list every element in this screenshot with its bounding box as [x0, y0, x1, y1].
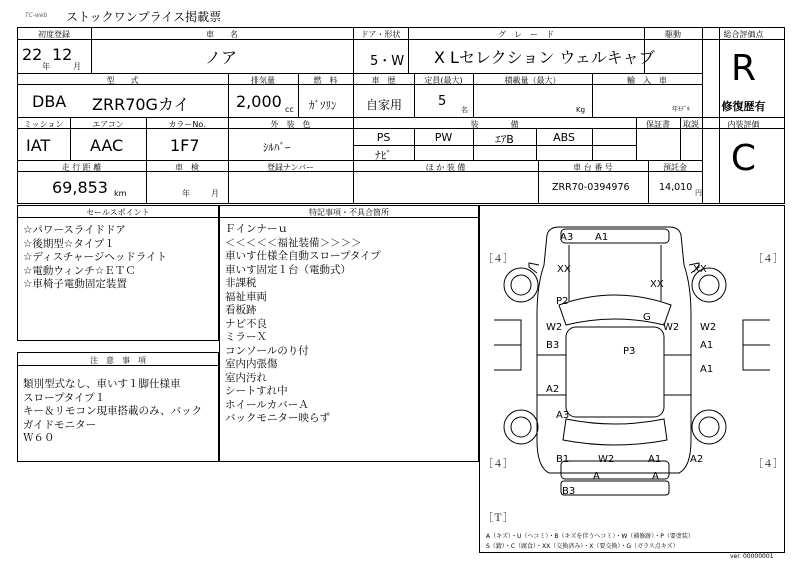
reserve-unit: 円	[695, 189, 702, 197]
label-color-no: カラーNo.	[168, 120, 206, 129]
damage-mark: G	[643, 312, 651, 323]
special-note-item: 車いす仕様全自動スロープタイプ	[225, 250, 381, 262]
mileage-unit: km	[114, 189, 127, 198]
label-interior-grade: 内装評価	[727, 120, 760, 129]
caution-item: キー＆リモコン現車搭載のみ、バック	[23, 405, 203, 417]
fuel: ｶﾞｿﾘﾝ	[309, 99, 337, 112]
label-chassis: 車 台 番 号	[573, 163, 613, 172]
special-note-item: ナビ不良	[225, 317, 267, 330]
special-note-item: 看板跡	[225, 304, 257, 316]
door-type: 5・W	[370, 54, 405, 69]
capacity-unit: 名	[461, 106, 468, 114]
mileage: 69,853	[52, 178, 108, 197]
exterior-color: ｼﾙﾊﾞｰ	[263, 141, 291, 154]
caution-item: スロープタイプ１	[23, 391, 106, 404]
insp-year-unit: 年	[182, 189, 190, 198]
panel-bracket: ［Ｔ］	[483, 513, 513, 524]
label-displacement: 排気量	[251, 76, 275, 85]
grade: X Lセレクション ウェルキャブ	[434, 48, 655, 67]
reg-month: 12	[52, 45, 73, 64]
label-warranty: 保証書	[646, 120, 670, 129]
special-note-item: 福祉車両	[225, 290, 267, 303]
damage-mark: W2	[546, 322, 563, 333]
label-grade: グ レ ー ド	[498, 30, 554, 39]
label-selling-points: セールスポイント	[86, 208, 150, 217]
damage-mark: A	[652, 471, 659, 482]
label-history: 車 歴	[371, 76, 396, 85]
legend-line-1: A（キズ）・U（ヘコミ）・B（キズを伴うヘコミ）・W（補修跡）・P（要塗装）	[486, 533, 694, 540]
damage-mark: W2	[663, 322, 680, 333]
import-unit: 年ﾓﾃﾞﾙ	[672, 106, 691, 113]
special-note-item: バックモニター映らず	[225, 412, 330, 424]
equip-navi: ﾅﾋﾞ	[375, 149, 392, 162]
reserve: 14,010	[659, 182, 693, 193]
load-unit: Kg	[576, 106, 586, 114]
selling-point-item: ☆パワースライドドア	[23, 224, 126, 236]
damage-mark: XX	[557, 264, 571, 275]
label-fuel: 燃 料	[313, 76, 338, 85]
special-note-item: 室内内張傷	[225, 358, 278, 370]
label-reserve: 預託金	[663, 163, 687, 172]
damage-mark: A1	[648, 454, 662, 465]
damage-mark: P3	[623, 346, 636, 357]
label-mission: ミッション	[23, 120, 64, 129]
damage-mark: A1	[700, 340, 714, 351]
damage-mark: XX	[693, 264, 707, 275]
legend-line-2: S（錆）・C（腐食）・XX（交換済み）・X（要交換）・G（ガラス点キズ）	[486, 543, 679, 550]
reg-year: 22	[22, 45, 43, 64]
aircon: AAC	[90, 136, 124, 155]
special-note-item: 車いす固定１台（電動式）	[225, 263, 351, 276]
equip-airbag: ｴｱB	[495, 133, 514, 146]
model-prefix: DBA	[32, 92, 67, 111]
damage-mark: B3	[546, 340, 560, 351]
special-note-item: 非課税	[225, 277, 257, 289]
special-note-item: シートすれ中	[225, 385, 288, 397]
special-note-item: 室内汚れ	[225, 371, 267, 384]
damage-mark: XX	[650, 279, 664, 290]
damage-mark: A2	[690, 454, 704, 465]
label-inspection: 車 検	[175, 163, 199, 172]
displacement: 2,000	[236, 92, 282, 111]
damage-mark: W2	[598, 454, 615, 465]
page-title: ストックワンプライス掲載票	[66, 10, 222, 24]
label-equipment: 装 備	[470, 120, 519, 129]
damage-mark: A1	[700, 364, 714, 375]
overall-grade: R	[730, 48, 756, 89]
caution-item: ガイドモニター	[23, 418, 97, 431]
label-load: 積載量（最大）	[504, 76, 561, 85]
label-mileage: 走 行 距 離	[61, 163, 102, 172]
damage-mark: P2	[556, 296, 569, 307]
overall-grade-sub: 修復歴有	[721, 100, 766, 113]
interior-grade: C	[730, 138, 757, 179]
panel-bracket: ［４］	[753, 459, 783, 470]
special-note-item: ミラーＸ	[225, 331, 267, 343]
label-model: 型 式	[106, 76, 139, 85]
special-note-item: ＜＜＜＜＜福祉装備＞＞＞＞	[225, 236, 362, 249]
label-overall-grade: 総合評価点	[723, 30, 764, 39]
capacity: 5	[438, 94, 447, 109]
label-aircon: エアコン	[92, 120, 124, 129]
label-capacity: 定員(最大)	[424, 76, 463, 85]
label-import: 輸 入 車	[627, 76, 667, 85]
special-note-item: ホイールカバーＡ	[225, 398, 309, 411]
damage-mark: A3	[560, 232, 574, 243]
mission: IAT	[26, 136, 51, 155]
damage-mark: A2	[546, 384, 560, 395]
model: ZRR70Gカイ	[92, 95, 190, 114]
equip-ps: PS	[376, 131, 391, 144]
label-manual: 取説	[683, 120, 699, 129]
logo: TC-web	[25, 12, 48, 19]
special-note-item: コンソールのり付	[225, 344, 309, 357]
version: ver. 00000001	[730, 553, 774, 560]
car-diagram	[479, 205, 785, 553]
label-special-notes: 特記事項・不具合箇所	[309, 208, 389, 217]
label-door: ドア・形状	[360, 30, 401, 39]
label-car-name: 車 名	[206, 30, 238, 39]
chassis-number: ZRR70-0394976	[552, 182, 630, 193]
insp-month-unit: 月	[211, 189, 219, 198]
panel-bracket: ［４］	[483, 254, 513, 265]
equip-pw: PW	[434, 131, 453, 144]
reg-month-unit: 月	[73, 62, 81, 71]
damage-mark: B1	[556, 454, 570, 465]
panel-bracket: ［４］	[753, 254, 783, 265]
label-other-equip: ほ か 装 備	[425, 163, 466, 172]
damage-mark: W2	[700, 322, 717, 333]
label-reg-plate: 登録ナンバー	[266, 163, 315, 172]
usage: 自家用	[366, 98, 403, 112]
selling-point-item: ☆車椅子電動固定装置	[23, 278, 127, 290]
damage-mark: B3	[562, 486, 576, 497]
selling-point-item: ☆ディスチャージヘッドライト	[23, 251, 168, 263]
reg-year-unit: 年	[42, 62, 50, 71]
label-first-reg: 初度登録	[38, 30, 70, 39]
label-cautions: 注 意 事 項	[90, 356, 146, 365]
equip-abs: ABS	[553, 131, 575, 144]
selling-point-item: ☆後期型☆タイプ１	[23, 237, 115, 250]
displacement-unit: cc	[285, 105, 294, 114]
car-name: ノア	[205, 48, 238, 67]
label-exterior: 外 装 色	[270, 120, 311, 129]
caution-item: Ｗ６０	[23, 432, 55, 444]
label-drive: 駆動	[665, 30, 681, 39]
panel-bracket: ［４］	[483, 459, 513, 470]
selling-point-item: ☆電動ウィンチ☆ＥＴＣ	[23, 264, 136, 277]
damage-mark: A	[593, 471, 600, 482]
damage-mark: A3	[556, 410, 570, 421]
special-note-item: Ｆインナーｕ	[225, 223, 288, 235]
damage-mark: A1	[595, 232, 609, 243]
color-no: 1F7	[170, 136, 200, 155]
caution-item: 類別型式なし、車いす１脚仕様車	[23, 378, 181, 390]
